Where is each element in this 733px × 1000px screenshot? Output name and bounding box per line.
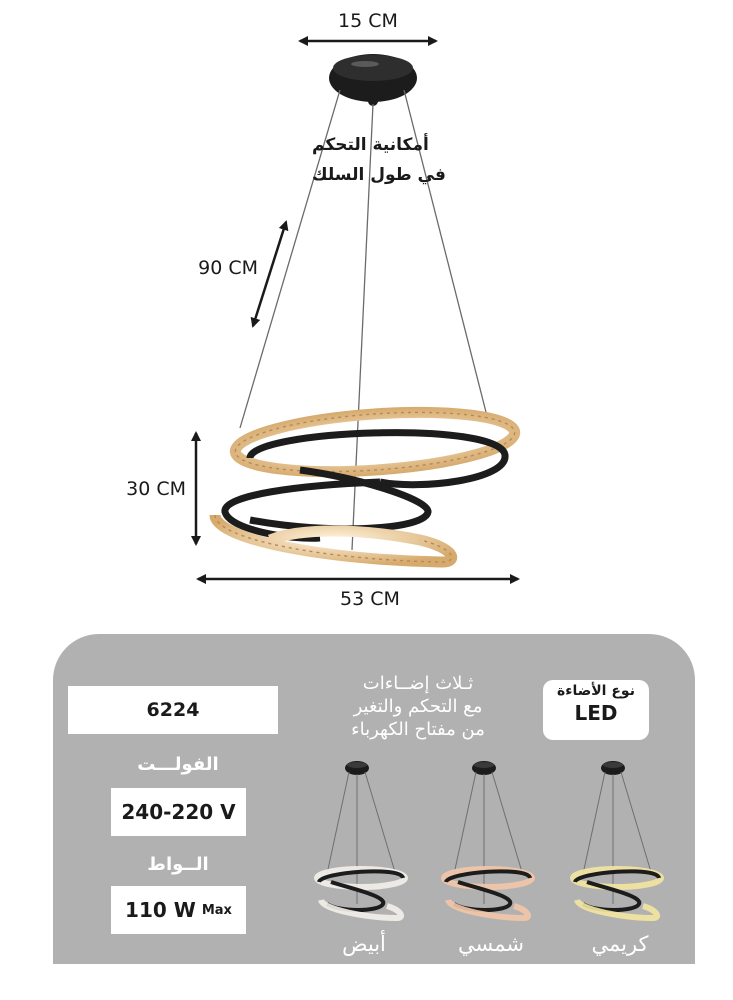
lighting-type-badge [543, 680, 649, 740]
ring-width-dimension [198, 579, 518, 610]
cable-length-label: 90 CM [198, 257, 258, 279]
lighting-type-value: LED [574, 701, 618, 725]
wattage-label: الــواط [147, 854, 209, 875]
spec-panel [53, 634, 695, 964]
voltage-label: الفولـــت [137, 754, 219, 775]
variant-name: أبيض [342, 932, 386, 956]
light-modes-line1: ثـلاث إضــاءات [362, 673, 474, 694]
ceiling-canopy [329, 54, 417, 106]
variant-name: كريمي [591, 932, 649, 956]
variant-white [309, 754, 419, 964]
chandelier-variant-icon [565, 754, 675, 934]
ring-height-dimension [126, 433, 196, 544]
voltage-box [111, 788, 246, 836]
variant-cream [565, 754, 675, 964]
variant-warm [436, 754, 546, 964]
cable-note-line1: أمكانية التحكم [312, 135, 429, 155]
model-number: 6224 [146, 699, 200, 721]
chandelier-rings [215, 404, 517, 562]
cable-note-line2: في طول السلك [312, 165, 446, 185]
wattage-value: 110 W [125, 898, 196, 922]
wattage-max-suffix: Max [201, 902, 232, 918]
ring-width-label: 53 CM [340, 588, 400, 610]
voltage-value: 240-220 V [121, 800, 236, 824]
cable-length-dimension [198, 222, 286, 326]
chandelier-variant-icon [436, 754, 546, 934]
model-number-box [68, 686, 278, 734]
wattage-box [111, 886, 246, 934]
ring-height-label: 30 CM [126, 478, 186, 500]
variant-name: شمسي [458, 932, 524, 956]
light-modes-line2: مع التحكم والتغير [353, 696, 483, 717]
canopy-width-label: 15 CM [338, 10, 398, 32]
lighting-type-title: نوع الأضاءة [557, 683, 635, 699]
canopy-width-dimension [300, 10, 436, 41]
chandelier-variant-icon [309, 754, 419, 934]
light-modes-line3: من مفتاح الكهرباء [351, 719, 485, 740]
